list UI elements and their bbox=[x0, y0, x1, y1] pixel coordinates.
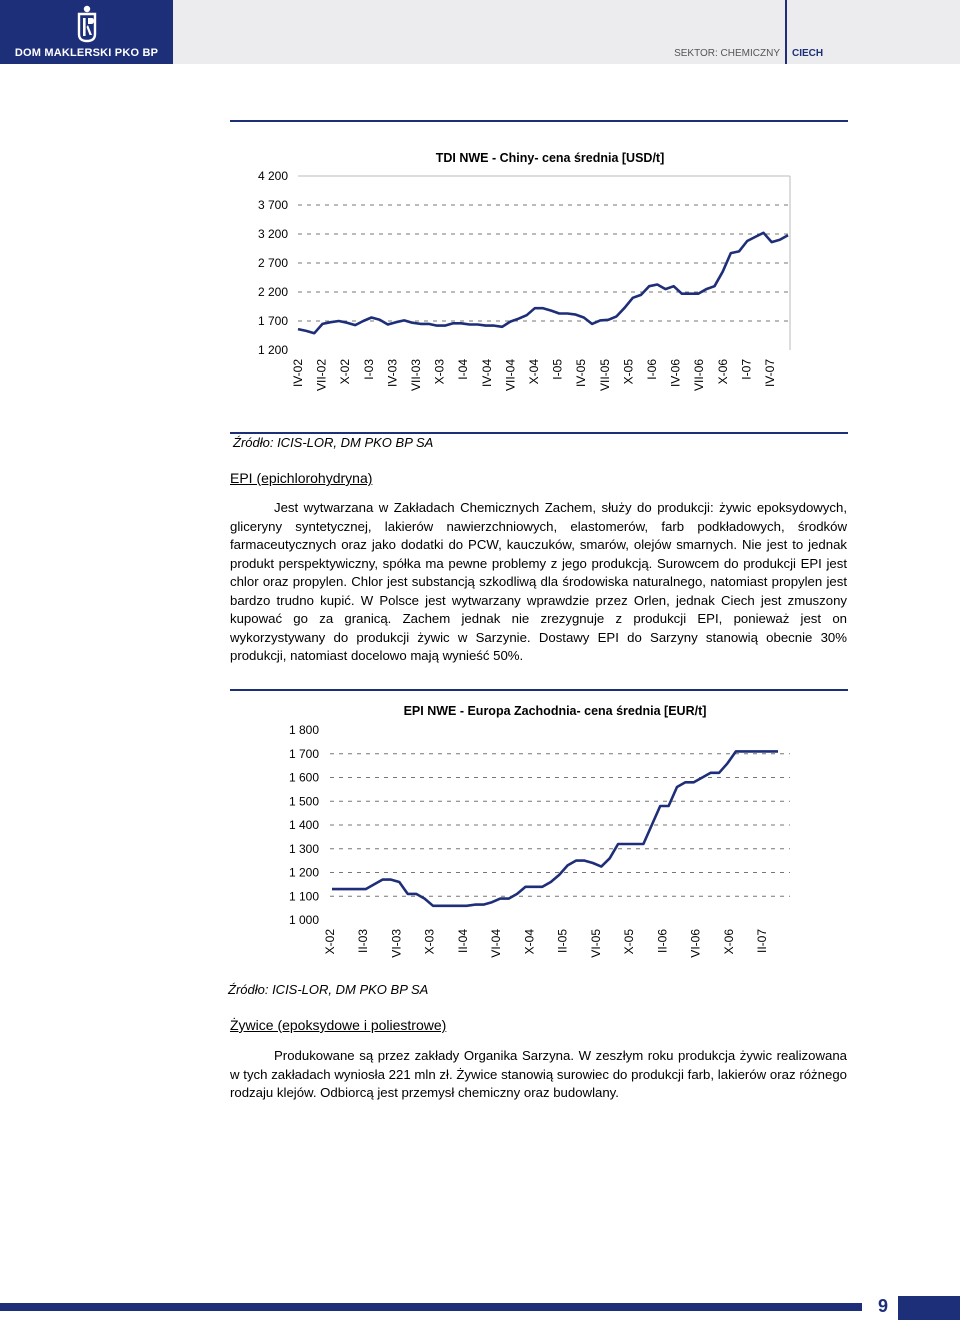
chart1-source: Źródło: ICIS-LOR, DM PKO BP SA bbox=[233, 435, 434, 450]
x-tick-label: X-03 bbox=[432, 359, 447, 385]
page-header bbox=[0, 0, 960, 64]
x-tick-label: X-03 bbox=[422, 929, 437, 955]
x-tick-label: II-06 bbox=[655, 929, 670, 954]
y-tick-label: 1 400 bbox=[288, 818, 319, 832]
section-rule bbox=[230, 120, 848, 122]
y-tick-label: 1 300 bbox=[288, 841, 319, 856]
section-rule bbox=[230, 689, 848, 691]
epi-section-title: EPI (epichlorohydryna) bbox=[230, 470, 373, 486]
header-separator bbox=[785, 0, 787, 64]
x-tick-label: VI-06 bbox=[688, 929, 703, 958]
y-tick-label: 3 200 bbox=[257, 227, 288, 241]
brand-block bbox=[0, 0, 173, 64]
x-tick-label: I-07 bbox=[739, 359, 754, 380]
x-tick-label: I-04 bbox=[456, 359, 471, 380]
y-tick-label: 1 700 bbox=[257, 314, 288, 328]
y-tick-label: 1 600 bbox=[288, 770, 319, 785]
y-tick-label: 1 500 bbox=[288, 794, 319, 809]
epi-section-text: Jest wytwarzana w Zakładach Chemicznych Zachem, służy do produkcji: żywic epoksydowych, gliceryny syntetycznej, lakierów nawierzchniowych, elastomerów, farb podkładowych, środków farmaceutycznych oraz jako dodatki do PCW, kauczuków, smarów, olejów smarnych. Nie jest to jednak produkt perspektywiczny, spółka ma pewne problemy z jego produkcją. Surowcem do produkcji EPI jest chlor oraz propylen. Chlor jest substancją szkodliwą dla środowiska naturalnego, natomiast propylen jest bardzo trudno kupić. W Polsce jest wytwarzany wprawdzie przez Orlen, jednak Ciech jest zmuszony kupować go za granicą. Zachem jednak nie zrezygnuje z produkcji EPI, ponieważ jest on wykorzystywany do produkcji żywic w Sarzynie. Dostawy EPI do Sarzyny stanowią obecnie 30% produkcji, natomiast docelowo mają wynieść 50%. bbox=[230, 500, 847, 663]
page-number: 9 bbox=[877, 1296, 888, 1316]
y-tick-label: 1 100 bbox=[288, 889, 319, 904]
x-tick-label: VI-04 bbox=[489, 929, 504, 958]
pko-logo-icon bbox=[70, 4, 104, 44]
footer-corner bbox=[898, 1296, 960, 1320]
y-tick-label: 1 200 bbox=[257, 343, 288, 357]
sector-label: SEKTOR: CHEMICZNY bbox=[674, 48, 780, 59]
resins-section-title: Żywice (epoksydowe i poliestrowe) bbox=[230, 1017, 447, 1033]
y-tick-label: 1 800 bbox=[288, 723, 319, 737]
x-tick-label: II-03 bbox=[356, 929, 371, 954]
resins-section-text: Produkowane są przez zakłady Organika Sarzyna. W zeszłym roku produkcja żywic realizowana w tych zakładach wyniosła 221 mln zł. Żywice stanowią surowiec do produkcji farb, lakierów oraz różnego rodzaju klejów. Odbiorcą jest przemysł chemiczny oraz budowlany. bbox=[230, 1048, 847, 1100]
x-tick-label: IV-05 bbox=[574, 359, 589, 388]
x-tick-label: I-03 bbox=[361, 359, 376, 380]
series-line bbox=[298, 233, 788, 333]
section-rule bbox=[230, 432, 848, 434]
x-tick-label: VII-03 bbox=[409, 359, 423, 392]
y-tick-label: 2 200 bbox=[257, 285, 288, 299]
chart-title: TDI NWE - Chiny- cena średnia [USD/t] bbox=[435, 151, 665, 165]
x-tick-label: IV-02 bbox=[291, 359, 305, 388]
x-tick-label: X-05 bbox=[621, 359, 636, 385]
y-tick-label: 1 700 bbox=[288, 746, 319, 761]
x-tick-label: X-04 bbox=[527, 359, 541, 385]
epi-price-chart bbox=[230, 698, 850, 968]
y-tick-label: 1 200 bbox=[288, 865, 319, 880]
x-tick-label: II-07 bbox=[755, 929, 769, 954]
x-tick-label: VII-04 bbox=[503, 359, 518, 392]
x-tick-label: X-02 bbox=[323, 929, 337, 955]
brand-name: DOM MAKLERSKI PKO BP bbox=[14, 47, 159, 59]
y-tick-label: 4 200 bbox=[257, 169, 288, 183]
series-line bbox=[332, 751, 778, 905]
x-tick-label: VII-05 bbox=[597, 359, 612, 392]
x-tick-label: IV-04 bbox=[479, 359, 494, 388]
x-tick-label: II-05 bbox=[555, 929, 570, 954]
x-tick-label: IV-06 bbox=[668, 359, 683, 388]
x-tick-label: X-06 bbox=[721, 929, 736, 955]
x-tick-label: VII-02 bbox=[314, 359, 329, 392]
x-tick-label: X-05 bbox=[622, 929, 637, 955]
y-tick-label: 2 700 bbox=[257, 256, 288, 270]
x-tick-label: VI-05 bbox=[588, 929, 603, 958]
tdi-price-chart bbox=[230, 130, 850, 400]
x-tick-label: X-06 bbox=[715, 359, 730, 385]
chart2-source: Źródło: ICIS-LOR, DM PKO BP SA bbox=[228, 982, 429, 997]
y-tick-label: 3 700 bbox=[257, 198, 288, 212]
x-tick-label: II-04 bbox=[455, 929, 470, 954]
x-tick-label: VII-06 bbox=[692, 359, 707, 392]
x-tick-label: X-02 bbox=[338, 359, 353, 385]
company-label: CIECH bbox=[792, 48, 824, 59]
chart-title: EPI NWE - Europa Zachodnia- cena średnia [EUR/t] bbox=[403, 704, 707, 718]
x-tick-label: IV-07 bbox=[763, 359, 777, 388]
y-tick-label: 1 000 bbox=[288, 913, 319, 927]
x-tick-label: IV-03 bbox=[385, 359, 400, 388]
x-tick-label: I-06 bbox=[645, 359, 659, 380]
x-tick-label: I-05 bbox=[550, 359, 565, 380]
x-tick-label: X-04 bbox=[522, 929, 537, 955]
x-tick-label: VI-03 bbox=[389, 929, 404, 958]
footer-bar bbox=[0, 1303, 862, 1311]
